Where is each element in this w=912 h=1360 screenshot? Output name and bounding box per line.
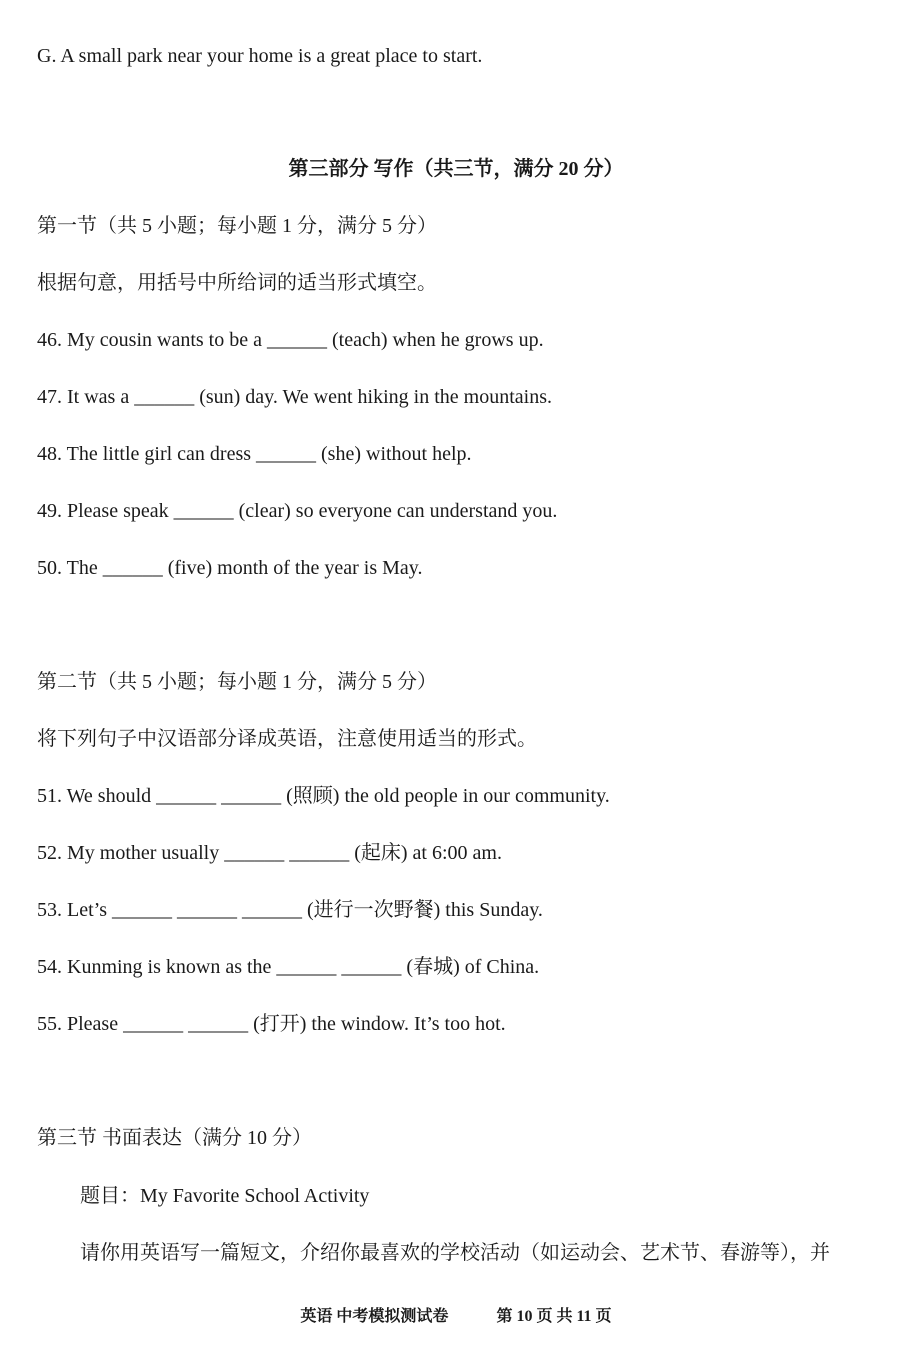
question-54: 54. Kunming is known as the ______ ______ (春城) of China. bbox=[37, 956, 540, 978]
footer-page-number: 第 10 页 共 11 页 bbox=[496, 1308, 612, 1325]
essay-prompt: 请你用英语写一篇短文，介绍你最喜欢的学校活动（如运动会、艺术节、春游等），并 bbox=[80, 1242, 830, 1264]
question-50: 50. The ______ (five) month of the year is May. bbox=[37, 557, 423, 579]
question-55: 55. Please ______ ______ (打开) the window. It’s too hot. bbox=[37, 1013, 506, 1035]
question-52: 52. My mother usually ______ ______ (起床) at 6:00 am. bbox=[37, 842, 502, 864]
page-footer bbox=[0, 1305, 912, 1329]
section2-heading: 第二节（共 5 小题；每小题 1 分，满分 5 分） bbox=[37, 671, 437, 693]
question-48: 48. The little girl can dress ______ (she) without help. bbox=[37, 443, 472, 465]
part3-title: 第三部分 写作（共三节，满分 20 分） bbox=[288, 158, 624, 180]
question-47: 47. It was a ______ (sun) day. We went hiking in the mountains. bbox=[37, 386, 552, 408]
question-49: 49. Please speak ______ (clear) so everyone can understand you. bbox=[37, 500, 558, 522]
section1-instruction: 根据句意，用括号中所给词的适当形式填空。 bbox=[37, 272, 437, 294]
footer-subject: 英语 中考模拟测试卷 bbox=[300, 1308, 449, 1325]
section3-heading: 第三节 书面表达（满分 10 分） bbox=[37, 1127, 312, 1149]
question-46: 46. My cousin wants to be a ______ (teach) when he grows up. bbox=[37, 329, 544, 351]
section1-heading: 第一节（共 5 小题；每小题 1 分，满分 5 分） bbox=[37, 215, 437, 237]
option-g: G. A small park near your home is a great place to start. bbox=[37, 45, 483, 67]
essay-topic: 题目：My Favorite School Activity bbox=[80, 1185, 370, 1207]
section2-instruction: 将下列句子中汉语部分译成英语，注意使用适当的形式。 bbox=[37, 728, 537, 750]
question-51: 51. We should ______ ______ (照顾) the old people in our community. bbox=[37, 785, 610, 807]
question-53: 53. Let’s ______ ______ ______ (进行一次野餐) this Sunday. bbox=[37, 899, 543, 921]
